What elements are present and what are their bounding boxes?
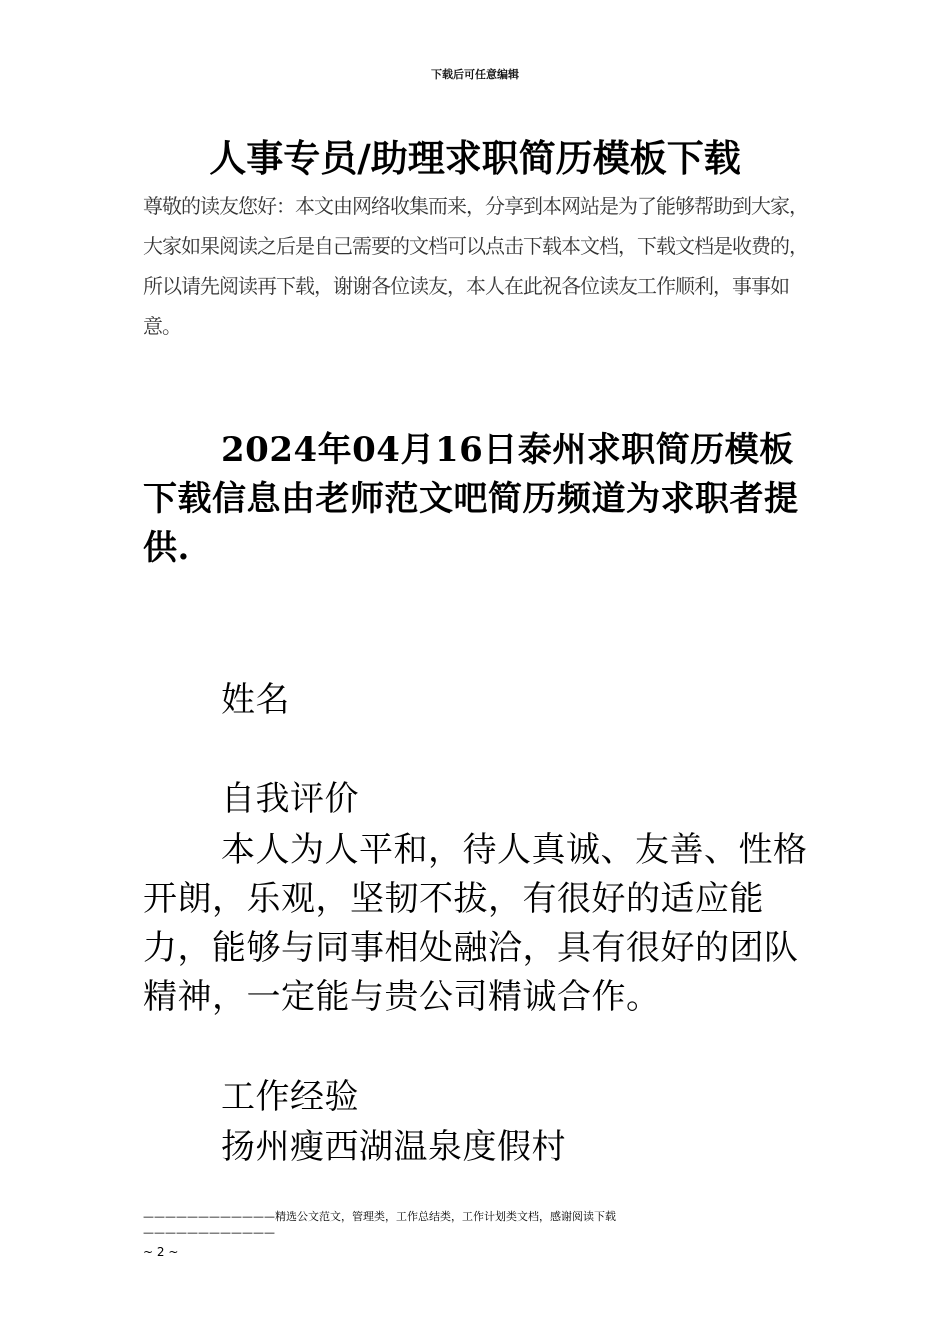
work-place: 扬州瘦西湖温泉度假村 — [221, 1127, 566, 1167]
work-experience-label: 工作经验 — [221, 1077, 359, 1117]
page-number: ~ 2 ~ — [143, 1245, 179, 1259]
intro-paragraph: 尊敬的读友您好：本文由网络收集而来，分享到本网站是为了能够帮助到大家，大家如果阅读之后是自己需要的文档可以点击下载本文档，下载文档是收费的，所以请先阅读再下载，谢谢各位读友，本人在此祝各位读友工作顺利，事事如意。 — [143, 194, 808, 338]
footer-text: ————————————精选公文范文，管理类，工作总结类，工作计划类文档，感谢阅读下载———————————— — [143, 1210, 616, 1239]
name-label: 姓名 — [221, 680, 290, 720]
self-eval-label: 自我评价 — [221, 779, 359, 819]
header-note: 下载后可任意编辑 — [431, 68, 519, 81]
lead-paragraph: 2024年04月16日泰州求职简历模板下载信息由老师范文吧简历频道为求职者提供. — [143, 430, 799, 568]
self-eval-text: 本人为人平和，待人真诚、友善、性格开朗，乐观，坚韧不拔，有很好的适应能力，能够与同事相处融洽，具有很好的团队精神，一定能与贵公司精诚合作。 — [143, 830, 808, 1017]
document-title: 人事专员/助理求职简历模板下载 — [209, 136, 741, 180]
